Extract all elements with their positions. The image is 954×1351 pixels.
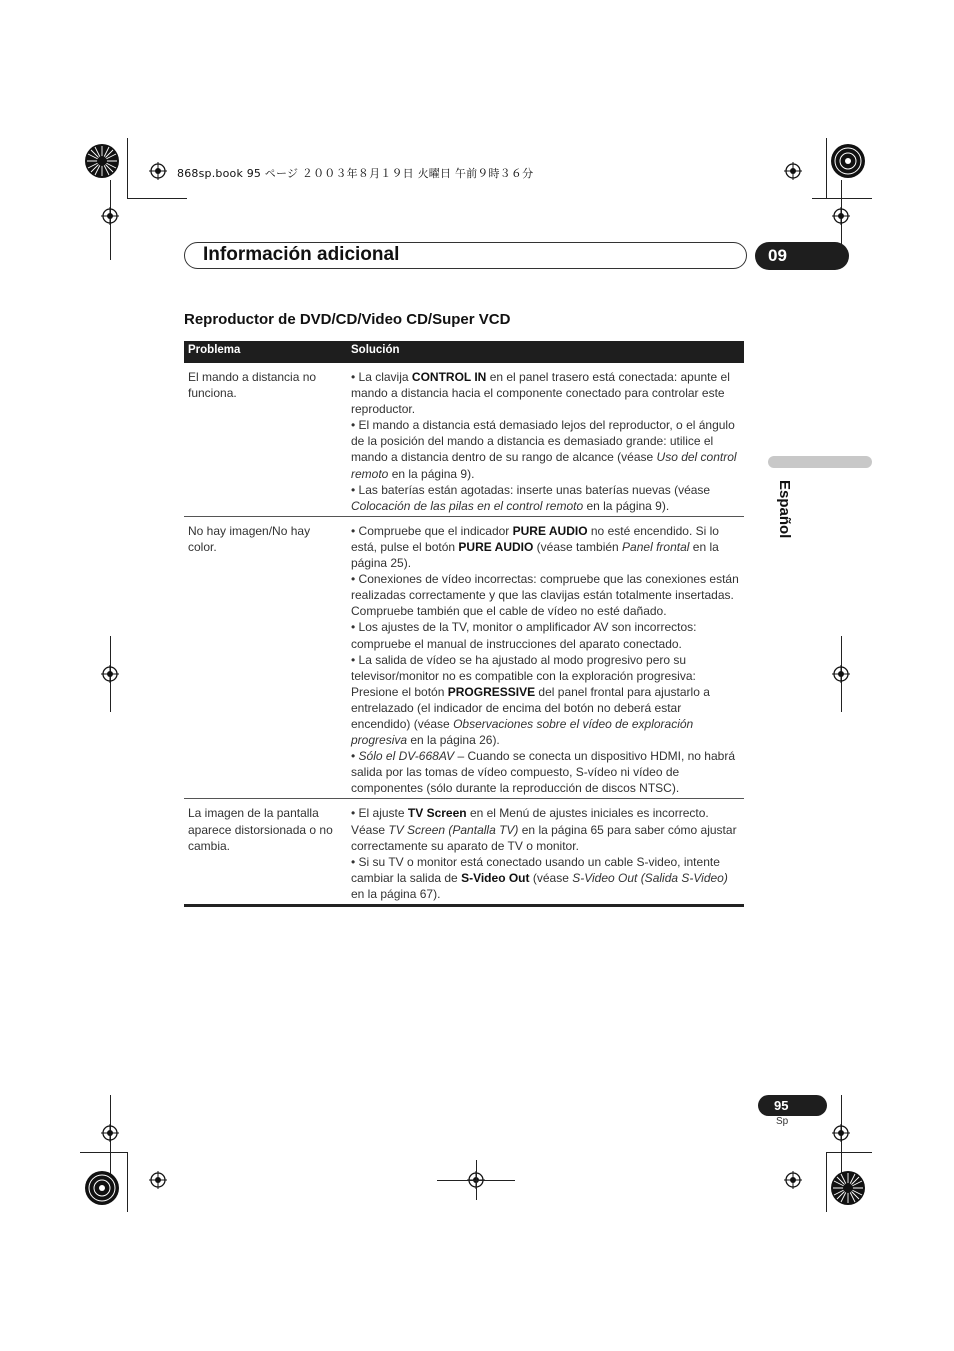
solution-bullet	[351, 652, 740, 749]
solution-bullet	[351, 417, 740, 481]
solution-text: • La salida de vídeo se ha ajustado al modo progresivo pero su televisor/monitor no es compatible con la exploración progresiva: Presione el botón	[351, 652, 696, 699]
solution-bullet	[351, 369, 740, 417]
language-tab-label: Español	[776, 480, 793, 539]
solution-bullet	[351, 854, 740, 902]
solution-text: • Compruebe que el indicador	[351, 523, 513, 538]
registration-target-icon	[101, 665, 119, 683]
cross-reference: Observaciones sobre el vídeo de exploración progresiva	[351, 716, 694, 748]
problem-cell: La imagen de la pantalla aparece distorsionada o no cambia.	[188, 806, 333, 853]
solution-text: en la página 65 para saber cómo ajustar correctamente su aparato de TV o monitor.	[351, 822, 737, 853]
control-name: PURE AUDIO	[512, 523, 588, 538]
solution-text: • Conexiones de vídeo incorrectas: compruebe que las conexiones están realizadas correctamente y que las clavijas están totalmente insertadas. Compruebe también que el cable de vídeo no esté dañado.	[351, 572, 739, 619]
solution-cell	[351, 523, 740, 799]
solution-cell	[351, 805, 740, 904]
page-number: 95	[758, 1095, 827, 1116]
solution-bullet	[351, 619, 740, 651]
solution-bullet	[351, 571, 740, 619]
solution-text: del panel frontal para ajustarlo a entrelazado (el indicador de encima del botón no deberá estar encendido) (véase	[351, 684, 710, 731]
registration-starburst-icon	[84, 143, 120, 179]
control-name: PURE AUDIO	[458, 539, 534, 554]
solution-text: • El ajuste	[351, 806, 408, 821]
table-header	[184, 341, 744, 363]
control-name: CONTROL IN	[411, 370, 487, 384]
solution-text: • El mando a distancia está demasiado lejos del reproductor, o el ángulo de la posición del mando a distancia es demasiado grande: utilice el mando a distancia dentro de su rango de alcance (véase	[351, 418, 735, 465]
cross-reference: Uso del control remoto	[351, 450, 737, 481]
registration-target-icon	[101, 207, 119, 225]
solution-text: en el panel trasero está conectada: apunte el mando a distancia hacia el componente conectado para controlar este reproductor.	[351, 370, 730, 417]
page-language-code: Sp	[776, 1116, 789, 1127]
chapter-number: 09	[755, 242, 849, 270]
registration-target-icon	[149, 162, 167, 180]
header-solution: Solución	[351, 344, 400, 356]
registration-target-icon	[784, 162, 802, 180]
crop-mark	[476, 1160, 477, 1200]
solution-text: en la página 9).	[583, 498, 670, 513]
solution-text: en la página 26).	[407, 733, 500, 748]
troubleshooting-table	[184, 341, 744, 907]
table-row	[184, 363, 744, 517]
solution-text: en la página 9).	[388, 466, 475, 481]
chapter-title: Información adicional	[203, 244, 400, 265]
solution-text: no esté encendido. Si lo está, pulse el botón	[351, 523, 719, 554]
table-row	[184, 517, 744, 800]
control-name: PROGRESSIVE	[447, 684, 536, 699]
registration-starburst-icon	[830, 1170, 866, 1206]
cross-reference: Colocación de las pilas en el control remoto	[351, 498, 584, 513]
registration-target-icon	[149, 1171, 167, 1189]
section-heading: Reproductor de DVD/CD/Video CD/Super VCD	[184, 311, 511, 328]
solution-cell	[351, 369, 740, 516]
solution-text: en la página 67).	[351, 886, 441, 901]
solution-text: (véase también	[533, 539, 623, 554]
cross-reference: TV Screen (Pantalla TV)	[388, 822, 519, 837]
book-info: 868sp.book 95 ページ ２００３年８月１９日 火曜日 午前９時３６分	[177, 167, 534, 180]
solution-text: (véase	[529, 870, 573, 885]
solution-text: • Los ajustes de la TV, monitor o amplificador AV son incorrectos: compruebe el manual de instrucciones del aparato conectado.	[351, 620, 697, 651]
registration-starburst-icon	[84, 1170, 120, 1206]
cross-reference: Sólo el DV-668AV	[358, 749, 455, 764]
solution-bullet	[351, 523, 740, 571]
table-body	[184, 363, 744, 907]
registration-target-icon	[101, 1124, 119, 1142]
header-problem: Problema	[188, 344, 241, 356]
registration-target-icon	[832, 665, 850, 683]
registration-starburst-icon	[830, 143, 866, 179]
table-row	[184, 799, 744, 907]
problem-cell: El mando a distancia no funciona.	[188, 370, 317, 401]
cross-reference: S-Video Out (Salida S-Video)	[572, 870, 728, 885]
solution-bullet	[351, 482, 740, 514]
solution-text: – Cuando se conecta un dispositivo HDMI, no habrá salida por las tomas de vídeo compuesto, S-vídeo ni vídeo de componentes (sólo durante la reproducción de discos NTSC).	[351, 749, 735, 796]
solution-text: • Las baterías están agotadas: inserte unas baterías nuevas (véase	[351, 482, 711, 497]
language-tab-bar	[768, 456, 872, 468]
problem-cell: No hay imagen/No hay color.	[188, 523, 311, 554]
control-name: TV Screen	[407, 806, 467, 821]
registration-target-icon	[832, 207, 850, 225]
control-name: S-Video Out	[461, 870, 530, 885]
solution-text: •	[351, 749, 359, 764]
registration-target-icon	[832, 1124, 850, 1142]
solution-text: en el Menú de ajustes iniciales es incorrecto. Véase	[351, 806, 709, 837]
solution-bullet	[351, 748, 740, 796]
cross-reference: Panel frontal	[622, 539, 690, 554]
solution-text: • La clavija	[351, 370, 412, 384]
solution-text: • Si su TV o monitor está conectado usando un cable S-video, intente cambiar la salida de	[351, 854, 720, 885]
solution-bullet	[351, 805, 740, 853]
registration-target-icon	[784, 1171, 802, 1189]
solution-text: en la página 25).	[351, 539, 719, 571]
